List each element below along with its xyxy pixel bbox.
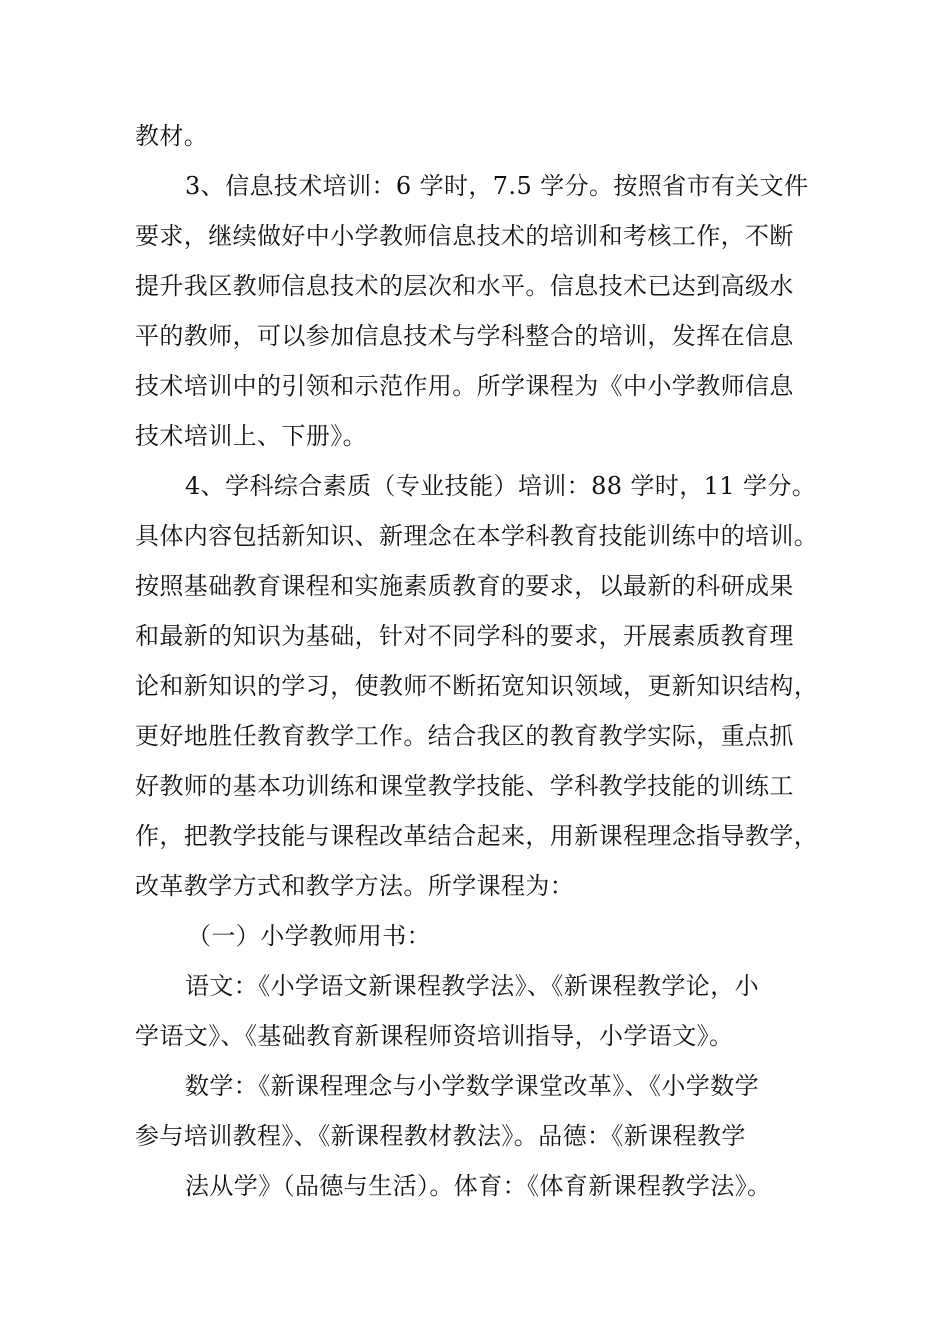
text-line: 技术培训上、下册》。 <box>135 422 367 450</box>
text-line: 学语文》、《基础教育新课程师资培训指导，小学语文》。 <box>135 1022 734 1050</box>
text-line: 数学：《新课程理念与小学数学课堂改革》、《小学数学 <box>185 1072 759 1100</box>
text-line: 法从学》（品德与生活）。体育：《体育新课程教学法》。 <box>185 1172 772 1200</box>
text-line: 要求，继续做好中小学教师信息技术的培训和考核工作，不断 <box>135 222 794 250</box>
text-line: 按照基础教育课程和实施素质教育的要求，以最新的科研成果 <box>135 572 794 600</box>
text-line: 技术培训中的引领和示范作用。所学课程为《中小学教师信息 <box>135 372 794 400</box>
text-line: 语文：《小学语文新课程教学法》、《新课程教学论，小 <box>185 972 759 1000</box>
text-line: 平的教师，可以参加信息技术与学科整合的培训，发挥在信息 <box>135 322 794 350</box>
text-line: 改革教学方式和教学方法。所学课程为： <box>135 872 575 900</box>
text-line: 论和新知识的学习，使教师不断拓宽知识领域，更新知识结构， <box>135 672 819 700</box>
text-line: 好教师的基本功训练和课堂教学技能、学科教学技能的训练工 <box>135 772 794 800</box>
text-line: 教材。 <box>135 122 209 150</box>
text-line: 更好地胜任教育教学工作。结合我区的教育教学实际，重点抓 <box>135 722 794 750</box>
text-line: 提升我区教师信息技术的层次和水平。信息技术已达到高级水 <box>135 272 794 300</box>
text-line: 3、信息技术培训：6 学时，7.5 学分。按照省市有关文件 <box>185 172 809 200</box>
text-line: 作，把教学技能与课程改革结合起来，用新课程理念指导教学， <box>135 822 819 850</box>
text-line: 具体内容包括新知识、新理念在本学科教育技能训练中的培训。 <box>135 522 819 550</box>
text-line: 和最新的知识为基础，针对不同学科的要求，开展素质教育理 <box>135 622 794 650</box>
text-line: 参与培训教程》、《新课程教材教法》。品德：《新课程教学 <box>135 1122 746 1150</box>
body-text <box>135 111 835 1211</box>
text-line: （一）小学教师用书： <box>187 922 431 950</box>
text-line: 4、学科综合素质（专业技能）培训：88 学时，11 学分。 <box>185 472 817 500</box>
